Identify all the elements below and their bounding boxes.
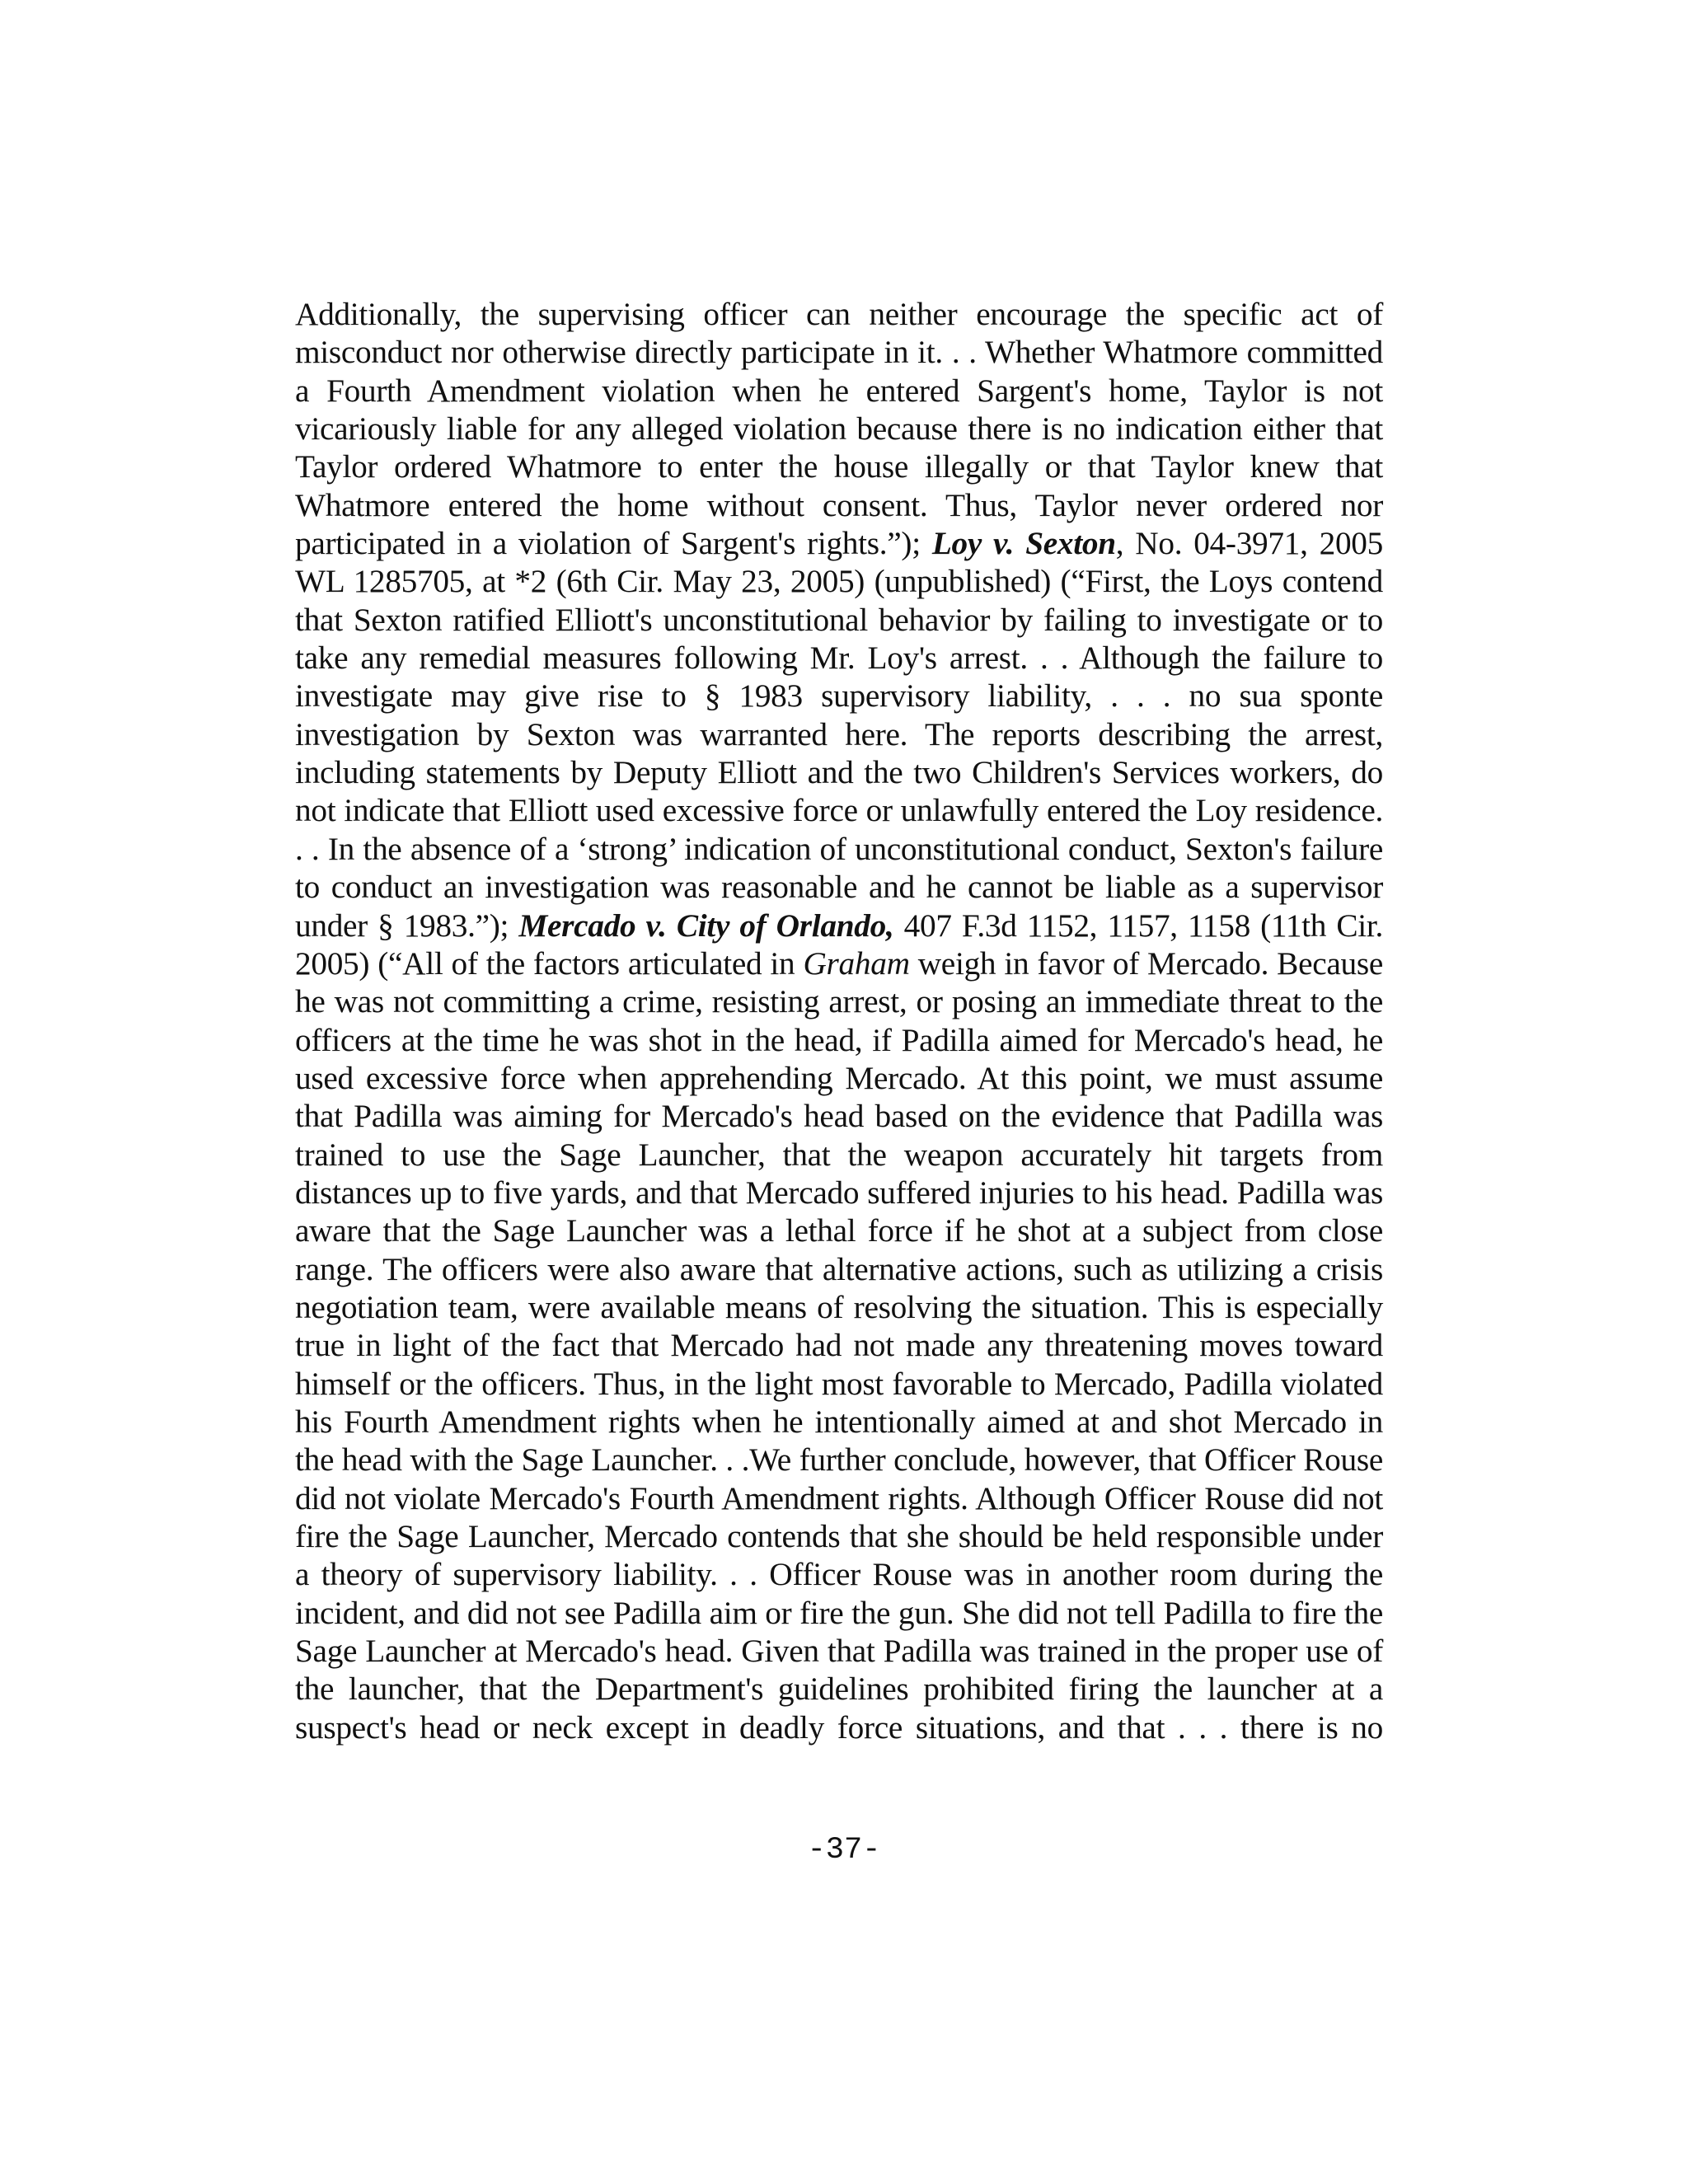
text-segment: , No. 04-3971, 2005 WL 1285705, at *2 (6th Cir. May 23, 2005) (unpublished) (“First, the Loys contend that Sexton ratified Elliott's unconstitutional behavior by failing to investigate or to take any remedial measures following Mr. Loy's arrest. . . Although the failure to investigate may give rise to § 1983 supervisory liability, . . . no sua sponte investigation by Sexton was warranted here. The reports describing the arrest, including statements by Deputy Elliott and the two Children's Services workers, do not indicate that Elliott used excessive force or unlawfully entered the Loy residence. . . In the absence of a ‘strong’ indication of unconstitutional conduct, Sexton's failure to conduct an investigation was reasonable and he cannot be liable as a supervisor under § 1983.”);: [295, 525, 1383, 944]
body-paragraph: [295, 295, 1383, 1746]
text-segment: weigh in favor of Mercado. Because he was not committing a crime, resisting arrest, or posing an immediate threat to the officers at the time he was shot in the head, if Padilla aimed for Mercado's head, he used excessive force when apprehending Mercado. At this point, we must assume that Padilla was aiming for Mercado's head based on the evidence that Padilla was trained to use the Sage Launcher, that the weapon accurately hit targets from distances up to five yards, and that Mercado suffered injuries to his head. Padilla was aware that the Sage Launcher was a lethal force if he shot at a subject from close range. The officers were also aware that alternative actions, such as utilizing a crisis negotiation team, were available means of resolving the situation. This is especially true in light of the fact that Mercado had not made any threatening moves toward himself or the officers. Thus, in the light most favorable to Mercado, Padilla violated his Fourth Amendment rights when he intentionally aimed at and shot Mercado in the head with the Sage Launcher. . .We further conclude, however, that Officer Rouse did not violate Mercado's Fourth Amendment rights. Although Officer Rouse did not fire the Sage Launcher, Mercado contends that she should be held responsible under a theory of supervisory liability. . . Officer Rouse was in another room during the incident, and did not see Padilla aim or fire the gun. She did not tell Padilla to fire the Sage Launcher at Mercado's head. Given that Padilla was trained in the proper use of the launcher, that the Department's guidelines prohibited firing the launcher at a suspect's head or neck except in deadly force situations, and that . . . there is no: [295, 944, 1384, 1746]
text-segment: 407 F.3d 1152, 1157, 1158 (11th Cir. 2005) (“All of the factors articulated in: [295, 907, 1383, 982]
text-segment: Additionally, the supervising officer can neither encourage the specific act of misconduct nor otherwise directly participate in it. . . Whether Whatmore committed a Fourth Amendment violation when he entered Sargent's home, Taylor is not vicariously liable for any alleged violation because there is no indication either that Taylor ordered Whatmore to enter the house illegally or that Taylor knew that Whatmore entered the home without consent. Thus, Taylor never ordered nor participated in a violation of Sargent's rights.”);: [295, 296, 1383, 562]
case-citation-loy-v-sexton: Loy v. Sexton: [931, 525, 1116, 562]
page-number: -37-: [807, 1833, 881, 1868]
case-reference-graham: Graham: [803, 944, 910, 982]
case-citation-mercado-v-city-of-orlando: Mercado v. City of Orlando,: [518, 907, 894, 944]
